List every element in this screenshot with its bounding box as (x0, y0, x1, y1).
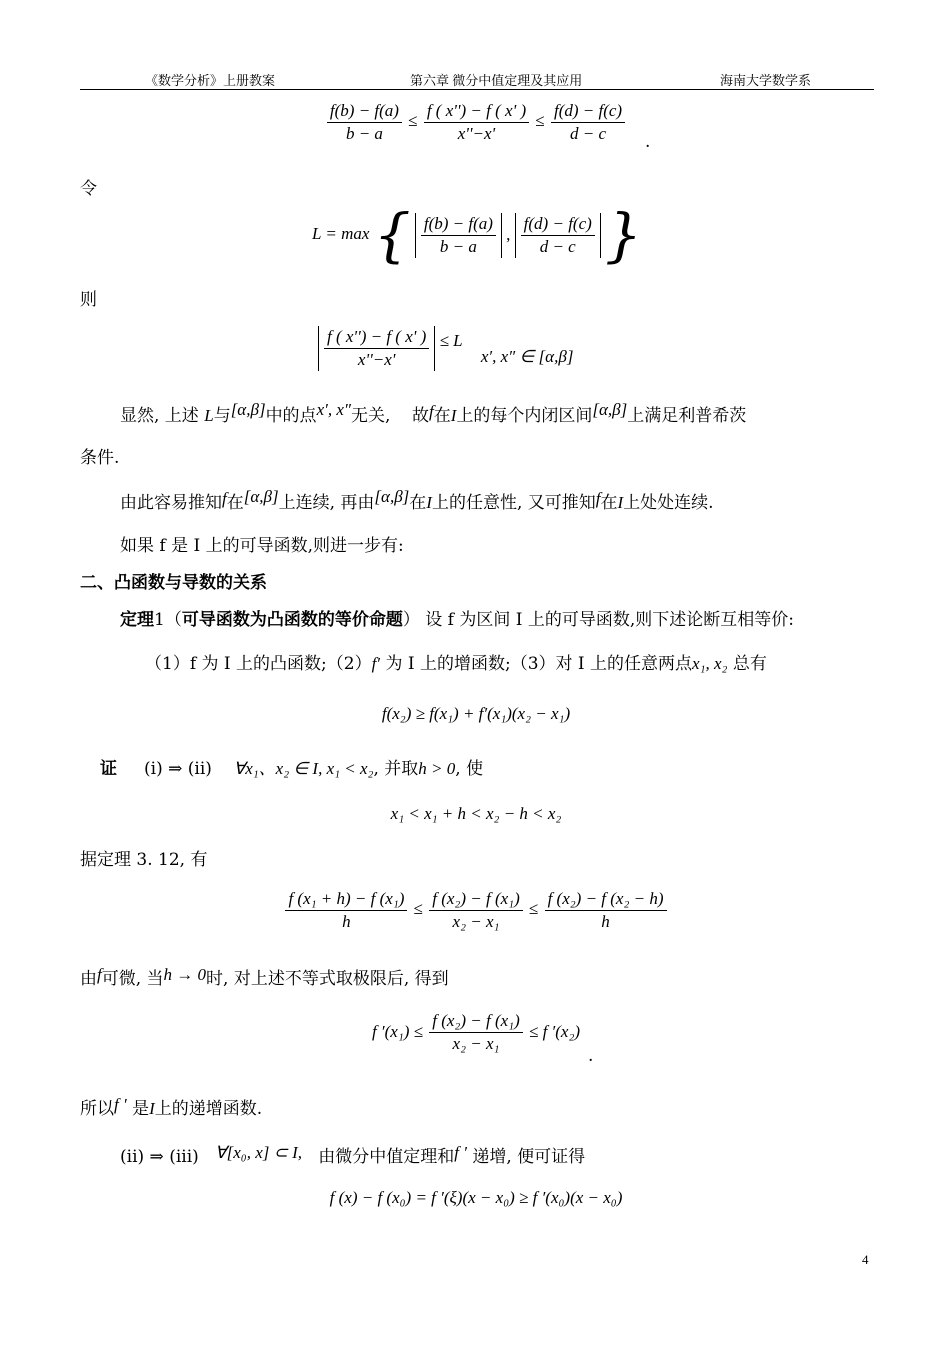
period: . (645, 132, 651, 152)
paragraph-ling: 令 (80, 179, 97, 199)
paragraph-differentiable: 如果 f 是 I 上的可导函数,则进一步有: (120, 536, 404, 556)
proof-step-2: (ii) ⇒ (iii) ∀[x₀, x] ⊂ I, 由微分中值定理和f ′ 递增, 便可证得 (120, 1143, 586, 1167)
paragraph-increasing: 所以f ′ 是I上的递增函数. (80, 1095, 263, 1119)
fraction: $\frac{f(b) - f(a)}{b - a}$ (327, 100, 402, 145)
paragraph-limit: 由f可微, 当h → 0时, 对上述不等式取极限后, 得到 (80, 965, 449, 989)
paragraph-continuity: 由此容易推知f在[α,β]上连续, 再由[α,β]在I上的任意性, 又可推知f在I上处处连续. (120, 487, 714, 513)
paragraph-lipschitz: 显然, 上述 L与[α,β]中的点x′, x″无关, 故f在I上的每个内闭区间[α,β]上满足利普希茨 (120, 400, 747, 426)
header-center: 第六章 微分中值定理及其应用 (410, 73, 583, 88)
equation-8: f (x) − f (x₀) = f ′(ξ)(x − x₀) ≥ f ′(x₀)(x − x₀) (329, 1188, 623, 1207)
equation-1: $\frac{f(b) - f(a)}{b - a}$ ≤ $\frac{f ( x'') - f ( x' )}{x''-x'}$ ≤ $\frac{f(d) - f(c)}{d - c}$ (0, 100, 952, 145)
theorem-statement: 定理1（可导函数为凸函数的等价命题） 设 f 为区间 I 上的可导函数,则下述论断互相等价: (120, 610, 794, 630)
equation-7: f ′(x₁) ≤ $\frac{\text{f (x₂) − f (x₁)}}{\text{x₂ − x₁}}$ ≤ f ′(x₂) (371, 1011, 581, 1053)
fraction: $\frac{f(d) - f(c)}{d - c}$ (551, 100, 625, 145)
paragraph-lipschitz-cont: 条件. (80, 448, 120, 468)
right-brace: } (605, 201, 642, 269)
equation-5: x₁ < x₁ + h < x₂ − h < x₂ (390, 804, 562, 823)
equation-4: f(x₂) ≥ f(x₁) + f′(x₁)(x₂ − x₁) (381, 704, 571, 723)
paragraph-ze: 则 (80, 290, 97, 310)
theorem-conditions: （1）f 为 I 上的凸函数;（2）f′ 为 I 上的增函数;（3）对 I 上的任意两点x₁, x₂ 总有 (145, 654, 767, 674)
header-left: 《数学分析》上册教案 (145, 73, 276, 88)
paragraph-theorem-ref: 据定理 3. 12, 有 (80, 850, 208, 870)
left-brace: { (373, 201, 411, 269)
header-rule (80, 89, 874, 90)
equation-6: $\frac{\text{f (x₁ + h) − f (x₁)}}{h}$ ≤ $\frac{\text{f (x₂) − f (x₁)}}{\text{x₂ − x₁}}$ ≤ $\frac{\text{f (x₂) − f (x₂ − h)}}{h}$ (0, 888, 952, 933)
fraction: $\frac{f ( x'') - f ( x' )}{x''-x'}$ (424, 100, 529, 145)
section-heading: 二、凸函数与导数的关系 (80, 573, 267, 593)
document-page: 《数学分析》上册教案 第六章 微分中值定理及其应用 海南大学数学系 $\frac{f(b) - f(a)}{b - a}$ ≤ $\frac{f ( x'') - f ( x' )}{x''-x'}$ ≤ $\frac{f(d) - f(c)}{d - c}$ . 令 L = max { $\frac{f(b) - f(a)}{b - a}$ , $\frac{f(d) - f(c)}{d - c}$ } 则 $\frac{f ( x'') - f ( x' )}{x''-x'}$ ≤ L x′, x″ ∈ [α,β] 显然, 上述 L与[α,β]中的点x′, x″无关, 故f在I上的每个内闭区间[α,β]上满足利普希茨 条件. 由此容易推知f在[α,β]上连续, 再由[α,β]在I上的任意性, 又可推知f在I上处处连续. 如果 f 是 I 上的可导函数,则进一步有: 二、凸函数与导数的关系 定理1（可导函数为凸函数的等价命题） 设 f 为区间 I 上的可导函数,则下述论断互相等价: （1）f 为 I 上的凸函数;（2）f′ 为 I 上的增函数;（3）对 I 上的任意两点x₁, x₂ 总有 f(x₂) ≥ f(x₁) + f′(x₁)(x₂ − x₁) 证 (i) ⇒ (ii) ∀x₁、x₂ ∈ I, x₁ < x₂, 并取h > 0, 使 x₁ < x₁ + h < x₂ − h < x₂ 据定理 3. 12, 有 $\frac{\text{f (x₁ + h) − f (x₁)}}{h}$ ≤ $\frac{\text{f (x₂) − f (x₁)}}{\text{x₂ − x₁}}$ ≤ $\frac{\text{f (x₂) − f (x₂ − h)}}{h}$ 由f可微, 当h → 0时, 对上述不等式取极限后, 得到 f ′(x₁) ≤ $\frac{\text{f (x₂) − f (x₁)}}{\text{x₂ − x₁}}$ ≤ f ′(x₂) . 所以f ′ 是I上的递增函数. (ii) ⇒ (iii) ∀[x₀, x] ⊂ I, 由微分中值定理和f ′ 递增, 便可证得 f (x) − f (x₀) = f ′(ξ)(x − x₀) ≥ f ′(x₀)(x − x₀) 4 (0, 0, 952, 1347)
proof-line: 证 (i) ⇒ (ii) ∀x₁、x₂ ∈ I, x₁ < x₂, 并取h > 0, 使 (100, 759, 484, 779)
header-right: 海南大学数学系 (720, 73, 812, 88)
page-number: 4 (862, 1252, 869, 1267)
period: . (588, 1046, 594, 1066)
